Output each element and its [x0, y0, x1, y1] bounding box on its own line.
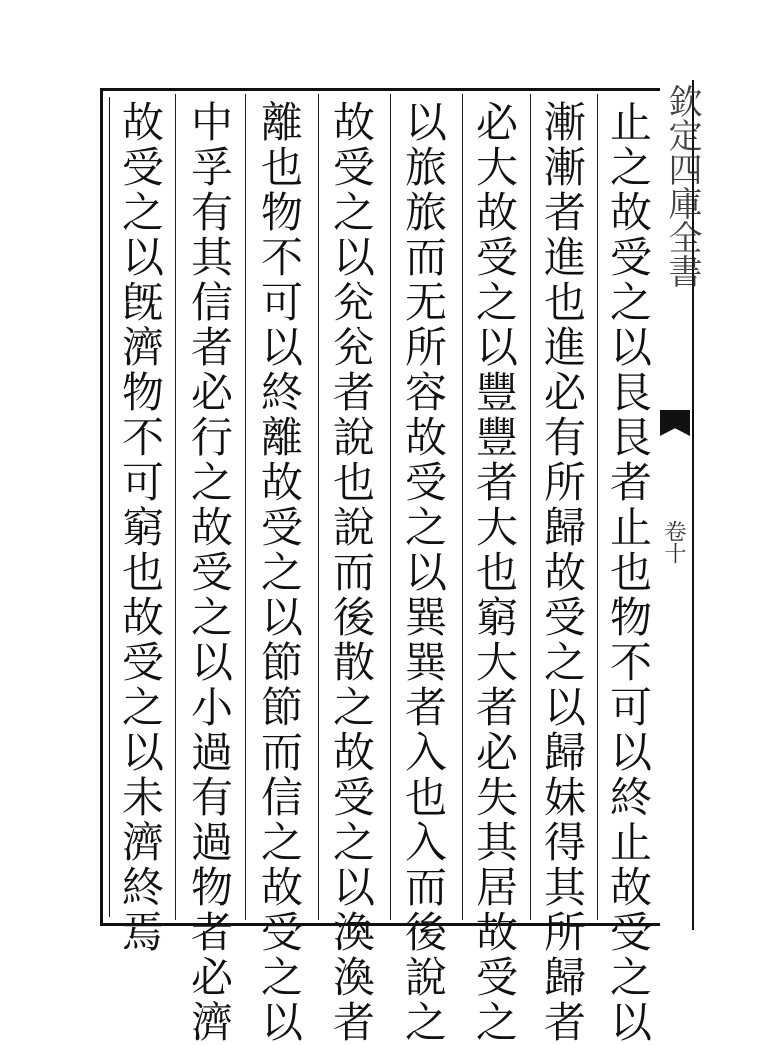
column-rule	[597, 94, 598, 920]
column-rule	[390, 94, 391, 920]
column-text: 離也物不可以終離故受之以節節而信之故受之以	[255, 100, 304, 1045]
page-margin-strip	[660, 80, 704, 930]
text-column-1	[601, 100, 655, 1045]
text-column-4	[396, 100, 450, 1045]
column-text: 止之故受之以艮艮者止也物不可以終止故受之以	[604, 100, 653, 1045]
column-text: 故受之以兊兊者說也說而後散之故受之以渙渙者	[327, 100, 376, 1045]
text-column-7	[182, 100, 236, 1045]
column-text: 故受之以旣濟物不可窮也故受之以未濟終焉	[116, 100, 165, 955]
text-column-3	[467, 100, 521, 1045]
column-rule	[175, 94, 176, 920]
column-rule	[462, 94, 463, 920]
column-rule	[318, 94, 319, 920]
fishtail-mark-icon	[660, 410, 690, 436]
text-column-6	[252, 100, 306, 1045]
column-text: 漸漸者進也進必有所歸故受之以歸妹得其所歸者	[538, 100, 587, 1045]
column-rule	[530, 94, 531, 920]
book-title: 欽定四庫全書	[662, 84, 702, 288]
text-column-5	[324, 100, 378, 1045]
column-text: 必大故受之以豐豐者大也窮大者必失其居故受之	[470, 100, 519, 1045]
juan-label: 卷十	[661, 520, 686, 564]
text-column-8	[113, 100, 167, 955]
column-text: 以旅旅而无所容故受之以巽巽者入也入而後說之	[399, 100, 448, 1045]
frame-inner-line	[109, 97, 110, 917]
text-column-2	[535, 100, 589, 1045]
column-rule	[245, 94, 246, 920]
column-text: 中孚有其信者必行之故受之以小過有過物者必濟	[185, 100, 234, 1045]
